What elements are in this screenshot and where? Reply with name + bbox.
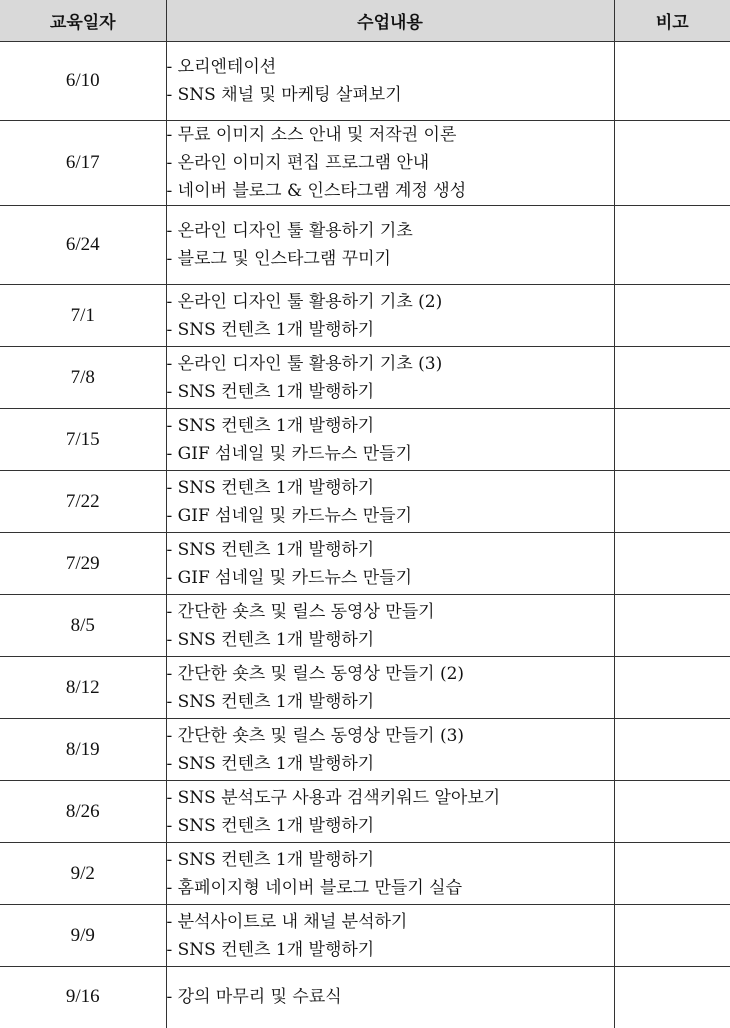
content-line: - 간단한 숏츠 및 릴스 동영상 만들기 [166,601,435,622]
content-line: - SNS 컨텐츠 1개 발행하기 [166,319,375,340]
table-row [0,843,730,905]
table-row [0,206,730,285]
row-date: 8/19 [0,719,166,781]
row-date: 9/9 [0,905,166,967]
row-date: 8/5 [0,595,166,657]
row-content [166,42,614,121]
content-line: - 무료 이미지 소스 안내 및 저작권 이론 [166,125,457,145]
content-line: - 온라인 이미지 편집 프로그램 안내 [166,153,430,173]
content-line: - SNS 컨텐츠 1개 발행하기 [166,753,375,774]
content-line: - SNS 컨텐츠 1개 발행하기 [166,815,375,836]
row-note [614,843,730,905]
row-date: 6/17 [0,121,166,206]
table-row [0,967,730,1028]
table-row [0,595,730,657]
row-date: 6/10 [0,42,166,121]
table-row [0,42,730,121]
content-line: - SNS 컨텐츠 1개 발행하기 [166,629,375,650]
schedule-body [0,42,730,1028]
content-line: - GIF 섬네일 및 카드뉴스 만들기 [166,567,412,588]
row-note [614,471,730,533]
row-date: 9/2 [0,843,166,905]
row-date: 7/15 [0,409,166,471]
row-content [166,719,614,781]
row-date: 7/29 [0,533,166,595]
row-content [166,409,614,471]
content-line: - SNS 컨텐츠 1개 발행하기 [166,939,375,960]
row-note [614,409,730,471]
table-row [0,905,730,967]
table-row [0,781,730,843]
content-line: - 블로그 및 인스타그램 꾸미기 [166,249,391,269]
table-row [0,533,730,595]
content-line: - 홈페이지형 네이버 블로그 만들기 실습 [166,877,463,898]
content-line: - SNS 채널 및 마케팅 살펴보기 [166,85,402,105]
row-note [614,967,730,1028]
table-row [0,657,730,719]
content-line: - SNS 컨텐츠 1개 발행하기 [166,691,375,712]
row-note [614,905,730,967]
content-line: - GIF 섬네일 및 카드뉴스 만들기 [166,505,412,526]
table-row [0,409,730,471]
table-row [0,719,730,781]
row-content [166,121,614,206]
row-content [166,595,614,657]
table-row [0,121,730,206]
table-row [0,347,730,409]
row-date: 7/22 [0,471,166,533]
row-note [614,206,730,285]
row-content [166,657,614,719]
header-row [0,0,730,42]
row-date: 9/16 [0,967,166,1028]
content-line: - 네이버 블로그 & 인스타그램 계정 생성 [166,181,467,201]
row-content [166,905,614,967]
content-line: - SNS 컨텐츠 1개 발행하기 [166,849,375,870]
table-row [0,285,730,347]
header-note: 비고 [614,0,730,42]
row-note [614,781,730,843]
content-line: - SNS 컨텐츠 1개 발행하기 [166,381,375,402]
row-note [614,285,730,347]
header-content: 수업내용 [166,0,614,42]
row-content [166,285,614,347]
content-line: - 간단한 숏츠 및 릴스 동영상 만들기 (2) [166,663,465,684]
row-content [166,533,614,595]
row-date: 7/8 [0,347,166,409]
content-line: - 간단한 숏츠 및 릴스 동영상 만들기 (3) [166,725,465,746]
content-line: - 오리엔테이션 [166,57,277,77]
row-content [166,471,614,533]
row-date: 8/26 [0,781,166,843]
content-line: - SNS 컨텐츠 1개 발행하기 [166,477,375,498]
row-note [614,533,730,595]
row-date: 7/1 [0,285,166,347]
row-date: 8/12 [0,657,166,719]
row-note [614,657,730,719]
row-content [166,781,614,843]
content-line: - SNS 컨텐츠 1개 발행하기 [166,539,375,560]
row-content [166,347,614,409]
content-line: - 온라인 디자인 툴 활용하기 기초 [166,221,413,241]
content-line: - 온라인 디자인 툴 활용하기 기초 (3) [166,353,443,374]
table-row [0,471,730,533]
content-line: - 강의 마무리 및 수료식 [166,987,342,1008]
content-line: - 분석사이트로 내 채널 분석하기 [166,911,408,932]
row-note [614,121,730,206]
row-content [166,843,614,905]
row-date: 6/24 [0,206,166,285]
content-line: - GIF 섬네일 및 카드뉴스 만들기 [166,443,412,464]
content-line: - 온라인 디자인 툴 활용하기 기초 (2) [166,291,443,312]
row-note [614,719,730,781]
row-content [166,967,614,1028]
content-line: - SNS 분석도구 사용과 검색키워드 알아보기 [166,787,501,808]
row-note [614,42,730,121]
row-note [614,595,730,657]
row-content [166,206,614,285]
content-line: - SNS 컨텐츠 1개 발행하기 [166,415,375,436]
header-date: 교육일자 [0,0,166,42]
row-note [614,347,730,409]
